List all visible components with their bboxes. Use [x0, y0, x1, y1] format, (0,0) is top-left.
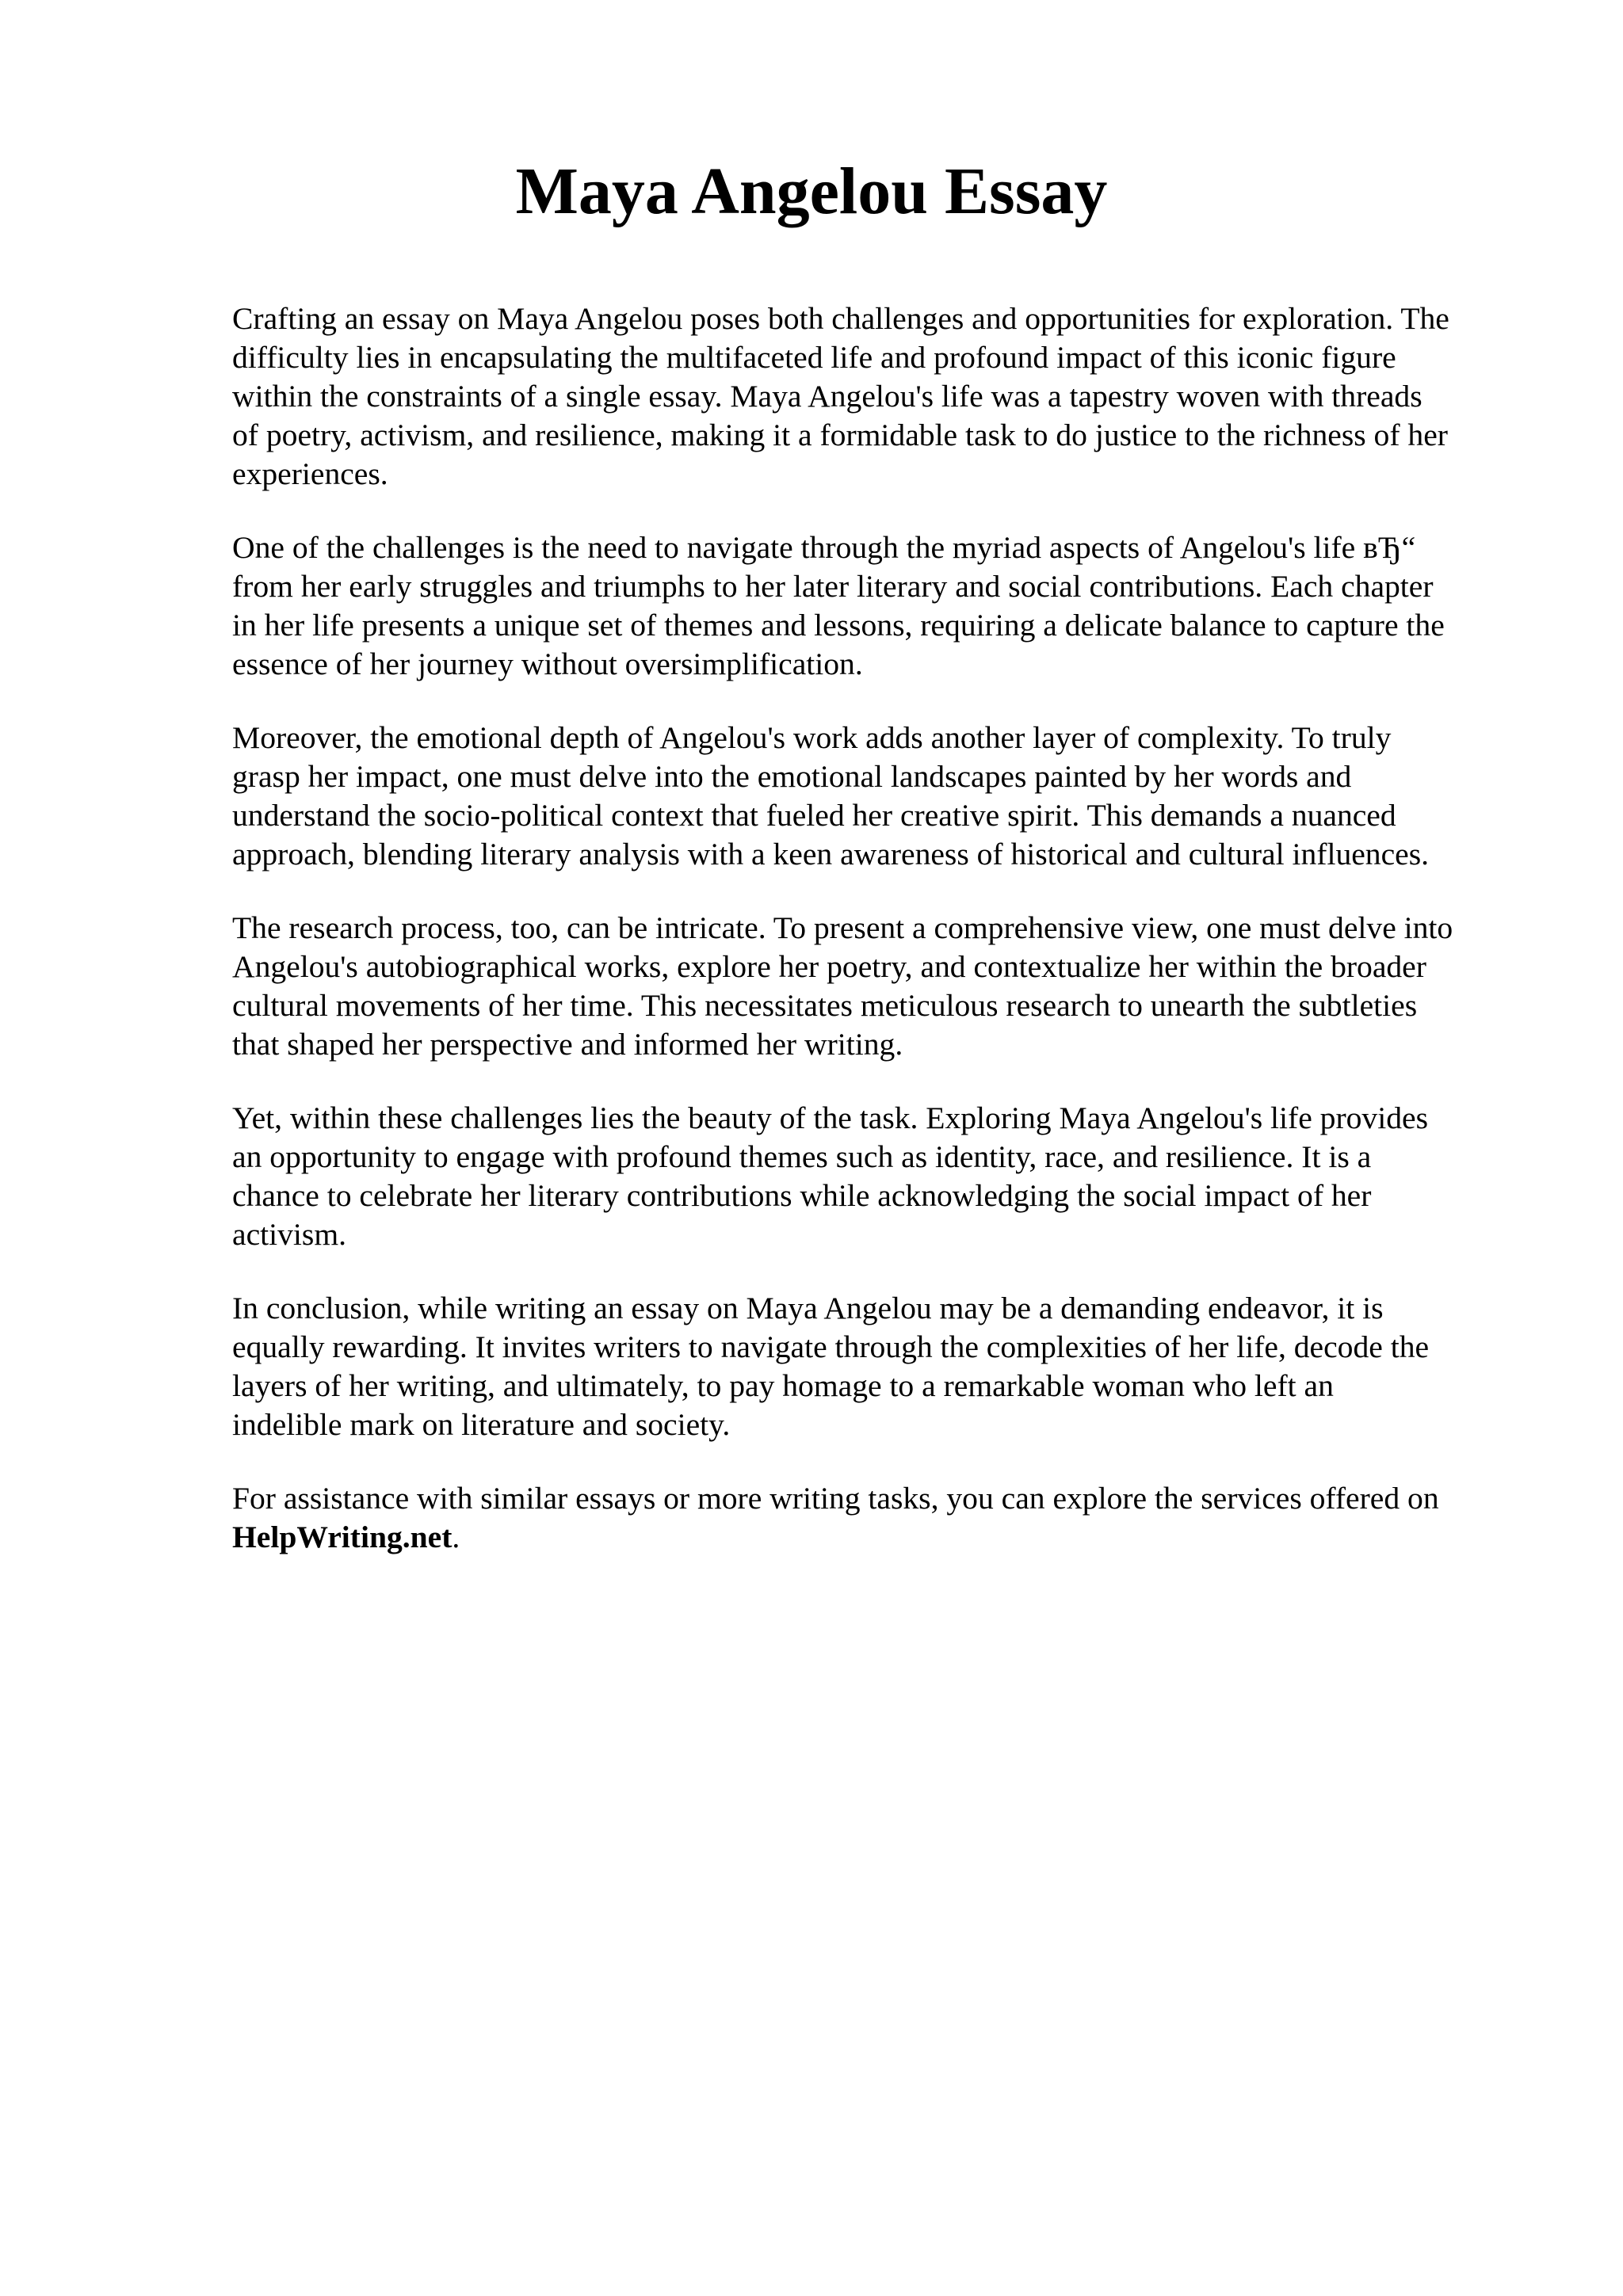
- text-line: [232, 1518, 1532, 1557]
- text-line: of poetry, activism, and resilience, making it a formidable task to do justice to the richness of her: [232, 418, 1448, 452]
- text-line: within the constraints of a single essay. Maya Angelou's life was a tapestry woven with threads: [232, 379, 1423, 414]
- paragraph-1: [232, 299, 1532, 494]
- text-line: experiences.: [232, 456, 388, 491]
- essay-body: [232, 299, 1532, 1592]
- text-line: essence of her journey without oversimplification.: [232, 646, 863, 681]
- text-line: For assistance with similar essays or more writing tasks, you can explore the services offered on: [232, 1481, 1439, 1516]
- paragraph-3: [232, 719, 1532, 874]
- text-line: chance to celebrate her literary contributions while acknowledging the social impact of her: [232, 1178, 1372, 1213]
- paragraph-2: [232, 528, 1532, 684]
- text-line: understand the socio-political context that fueled her creative spirit. This demands a nuanced: [232, 798, 1396, 833]
- text-line: difficulty lies in encapsulating the multifaceted life and profound impact of this iconic figure: [232, 340, 1396, 375]
- closing-period: .: [452, 1520, 460, 1554]
- text-line: Moreover, the emotional depth of Angelou's work adds another layer of complexity. To truly: [232, 720, 1392, 755]
- text-line: In conclusion, while writing an essay on Maya Angelou may be a demanding endeavor, it is: [232, 1291, 1384, 1325]
- paragraph-6: [232, 1289, 1532, 1444]
- text-line: Crafting an essay on Maya Angelou poses both challenges and opportunities for exploration. The: [232, 301, 1449, 336]
- text-line: from her early struggles and triumphs to her later literary and social contributions. Each chapter: [232, 569, 1434, 604]
- document-title: Maya Angelou Essay: [515, 154, 1108, 228]
- text-line: One of the challenges is the need to navigate through the myriad aspects of Angelou's life вЂ“: [232, 530, 1416, 565]
- text-line: indelible mark on literature and society.: [232, 1407, 731, 1442]
- text-line: layers of her writing, and ultimately, to pay homage to a remarkable woman who left an: [232, 1368, 1334, 1403]
- text-line: in her life presents a unique set of themes and lessons, requiring a delicate balance to capture the: [232, 608, 1445, 643]
- text-line: Angelou's autobiographical works, explore her poetry, and contextualize her within the broader: [232, 949, 1426, 984]
- text-line: The research process, too, can be intricate. To present a comprehensive view, one must delve into: [232, 910, 1453, 945]
- closing-paragraph: [232, 1479, 1532, 1557]
- paragraph-5: [232, 1099, 1532, 1254]
- text-line: cultural movements of her time. This necessitates meticulous research to unearth the subtleties: [232, 988, 1418, 1023]
- text-line: grasp her impact, one must delve into the emotional landscapes painted by her words and: [232, 759, 1352, 794]
- text-line: an opportunity to engage with profound themes such as identity, race, and resilience. It is a: [232, 1139, 1372, 1174]
- text-line: equally rewarding. It invites writers to navigate through the complexities of her life, decode the: [232, 1329, 1430, 1364]
- text-line: Yet, within these challenges lies the beauty of the task. Exploring Maya Angelou's life provides: [232, 1100, 1428, 1135]
- paragraph-4: [232, 909, 1532, 1064]
- text-line: activism.: [232, 1217, 346, 1252]
- text-line: that shaped her perspective and informed her writing.: [232, 1027, 903, 1062]
- text-line: approach, blending literary analysis with a keen awareness of historical and cultural influences.: [232, 837, 1430, 871]
- helpwriting-link[interactable]: HelpWriting.net: [232, 1520, 453, 1554]
